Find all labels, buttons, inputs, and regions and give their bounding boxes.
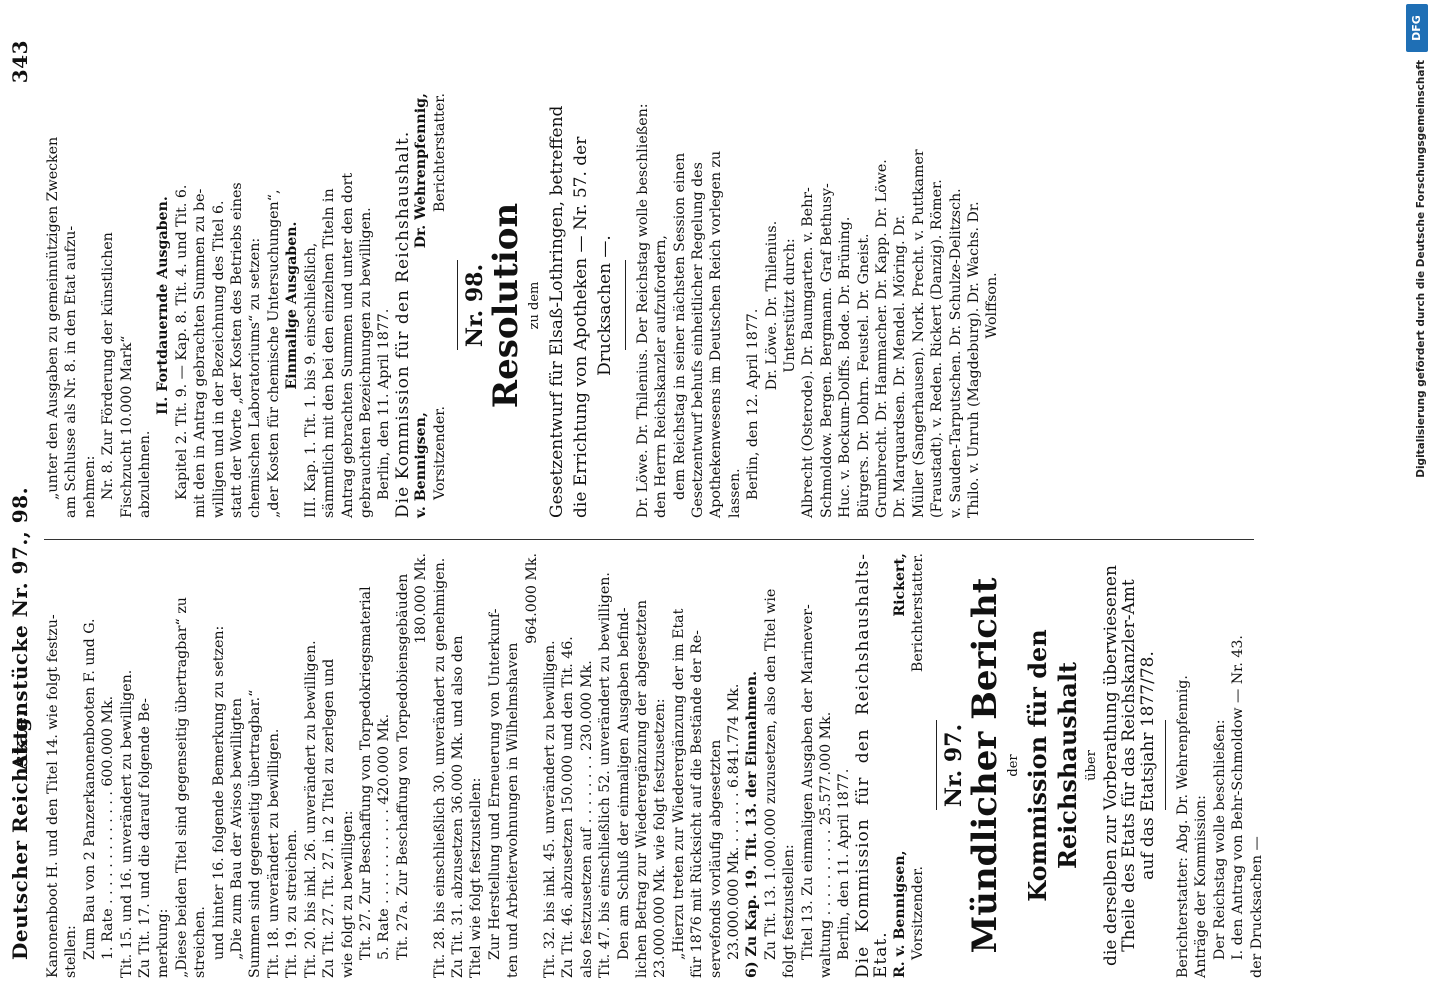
document-number: Nr. 98. bbox=[461, 263, 488, 348]
text-line: Tit. 32. bis inkl. 45. unverändert zu bewilligen. bbox=[541, 640, 558, 978]
section-divider bbox=[1165, 721, 1166, 811]
text-line: streichen. bbox=[192, 906, 209, 978]
text-line: „der Kosten für chemische Untersuchungen“, bbox=[265, 189, 282, 518]
text-line: Tit. 27. Zur Beschaffung von Torpedokriegsmaterial bbox=[357, 586, 374, 960]
commission-heading: Die Kommission für den Reichshaushalts-Etat. bbox=[852, 553, 892, 978]
text-line: Müller (Sangerhausen). Nork. Precht. v. Puttkamer bbox=[910, 149, 927, 518]
text-line: Titel wie folgt festzustellen: bbox=[468, 777, 485, 978]
text-line: Tit. 47. bis einschließlich 52. unverändert zu bewilligen. bbox=[597, 572, 614, 978]
text-line: zu dem bbox=[527, 281, 543, 330]
text-line: servefonds vorläufig abgesetzten bbox=[707, 739, 724, 978]
text-line: Berlin, den 11. April 1877. bbox=[836, 768, 853, 960]
text-line: Grumbrecht. Dr. Hammacher. Dr. Kapp. Dr. Löwe. bbox=[874, 159, 891, 518]
text-line: (Fraustadt). v. Reden. Rickert (Danzig). Römer. bbox=[929, 179, 946, 518]
document-number: Nr. 97. bbox=[940, 723, 967, 808]
left-column bbox=[44, 553, 1266, 978]
signature-role: Vorsitzender. bbox=[431, 405, 448, 500]
text-line: 23.000.000 Mk. . . . . . . 6.841.774 Mk. bbox=[726, 683, 743, 960]
text-line: Gesetzentwurf für Elsaß-Lothringen, betreffend bbox=[546, 105, 567, 518]
signature-block bbox=[412, 93, 449, 518]
text-line: der Drucksachen — bbox=[1248, 836, 1265, 978]
text-line: Drucksachen —. bbox=[594, 235, 615, 376]
column-divider bbox=[44, 539, 1254, 540]
text-line: Nr. 8. Zur Förderung der künstlichen bbox=[100, 232, 117, 500]
text-line: Dr. Löwe. Dr. Thilenius. bbox=[763, 220, 780, 391]
text-line: auf das Etatsjahr 1877/78. bbox=[1137, 651, 1158, 880]
text-line: also festzusetzen auf . . . . . . . . 230.000 Mk. bbox=[578, 660, 595, 978]
text-line: sämmtlich mit den bei den einzelnen Titeln in bbox=[321, 188, 338, 518]
text-line: lichen Betrag zur Wiederergänzung der abgesetzten bbox=[634, 599, 650, 978]
text-line: Tit. 15. und 16. unverändert zu bewilligen. bbox=[118, 669, 135, 978]
text-line: den Herrn Reichskanzler aufzufordern, bbox=[653, 235, 670, 518]
signature-role: Vorsitzender. bbox=[910, 865, 927, 960]
text-line: Zum Bau von 2 Panzerkanonenbooten F. und G. bbox=[81, 618, 98, 960]
section-divider bbox=[625, 261, 626, 351]
digitization-credit-text: Digitalisierung gefördert durch die Deutsche Forschungsgemeinschaft bbox=[1415, 60, 1427, 478]
document-title: Resolution bbox=[486, 202, 527, 409]
signature-role: Berichterstatter. bbox=[910, 553, 927, 673]
text-line: „Diese beiden Titel sind gegenseitig übertragbar“ zu bbox=[173, 597, 190, 978]
text-line: stellen: bbox=[63, 925, 80, 978]
text-line: „Hierzu treten zur Wiederergänzung der im Etat bbox=[670, 608, 687, 960]
text-line: Der Reichstag wolle beschließen: bbox=[1211, 719, 1228, 960]
text-line: Dr. Löwe. Dr. Thilenius. Der Reichstag wolle beschließen: bbox=[634, 103, 651, 518]
section-divider bbox=[936, 721, 937, 811]
text-line: dem Reichstag in seiner nächsten Session einen bbox=[671, 152, 688, 500]
signature-name: Rickert, bbox=[891, 553, 908, 617]
text-line: Fischzucht 10.000 Mark“ bbox=[118, 335, 135, 518]
header-center: Aktenstücke Nr. 97., 98. bbox=[8, 486, 32, 770]
text-line: Zur Herstellung und Erneuerung von Unterkunf- bbox=[486, 608, 503, 960]
text-line: Kanonenboot H. und den Titel 14. wie folgt festzu- bbox=[45, 614, 61, 978]
text-line: Tit. 28. bis einschließlich 30. unverändert zu genehmigen. bbox=[431, 557, 448, 978]
text-line: 964.000 Mk. bbox=[523, 553, 540, 644]
text-line: am Schlusse als Nr. 8. in den Etat aufzu- bbox=[63, 225, 80, 518]
text-line: Summen sind gegenseitig übertragbar.“ bbox=[247, 689, 264, 978]
text-line: Tit. 19. zu streichen. bbox=[284, 829, 301, 978]
text-line: die derselben zur Vorberathung überwiesenen bbox=[1100, 565, 1121, 966]
text-line: Zu Tit. 27. Tit. 27. in 2 Titel zu zerlegen und bbox=[321, 658, 338, 978]
text-line: mit den in Antrag gebrachten Summen zu be- bbox=[192, 188, 209, 518]
text-line: Dr. Marquardsen. Dr. Mendel. Möring. Dr. bbox=[892, 214, 909, 518]
document-subtitle: Kommission für den Reichshaushalt bbox=[1023, 629, 1083, 902]
text-line: willigen und in der Bezeichnung des Titel 6. bbox=[210, 200, 227, 518]
text-line: chemischen Laboratoriums“ zu setzen: bbox=[247, 237, 264, 518]
text-line: über bbox=[1084, 750, 1100, 781]
text-line: v. Sauden-Tarputschen. Dr. Schulze-Delitzsch. bbox=[947, 188, 964, 518]
text-line: lassen. bbox=[726, 468, 743, 518]
text-line: „unter den Ausgaben zu gemeinnützigen Zwecken bbox=[45, 136, 61, 500]
text-line: statt der Worte „der Kosten des Betriebs eines bbox=[229, 182, 246, 518]
text-line: Unterstützt durch: bbox=[782, 238, 798, 373]
commission-heading: Die Kommission für den Reichshaushalt. bbox=[392, 130, 413, 518]
page-header bbox=[8, 40, 38, 960]
text-line: die Errichtung von Apotheken — Nr. 57. der bbox=[570, 136, 591, 518]
text-line: und hinter 16. folgende Bemerkung zu setzen: bbox=[210, 625, 227, 960]
text-line: Tit. 27a. Zur Beschaffung von Torpedobiensgebäuden bbox=[394, 573, 411, 960]
text-line: Zu Tit. 46. abzusetzen 150.000 und den Tit. 46. bbox=[560, 636, 577, 978]
section-heading: II. Fortdauernde Ausgaben. bbox=[155, 196, 172, 415]
signature-role: Berichterstatter. bbox=[431, 93, 448, 213]
section-heading: Einmalige Ausgaben. bbox=[284, 221, 301, 390]
text-line: Huc. v. Bockum-Dolffs. Bode. Dr. Brüning. bbox=[837, 216, 854, 518]
text-line: merkung: bbox=[155, 908, 172, 978]
document-title: Mündlicher Bericht bbox=[964, 577, 1005, 954]
text-line: Berlin, den 12. April 1877. bbox=[745, 308, 762, 500]
text-line: 180.000 Mk. bbox=[413, 553, 430, 644]
digitization-credit bbox=[1400, 0, 1430, 1000]
signature-name: R. v. Bennigsen, bbox=[891, 850, 908, 978]
text-line: Tit. 20. bis inkl. 26. unverändert zu bewilligen. bbox=[302, 640, 319, 978]
text-line: 6) Zu Kap. 19. Tit. 13. der Einnahmen. bbox=[744, 670, 761, 978]
text-line: wie folgt zu bewilligen: bbox=[339, 810, 356, 978]
text-line: Albrecht (Osterode). Dr. Baumgarten. v. Behr- bbox=[800, 187, 817, 518]
text-line: Berlin, den 11. April 1877. bbox=[376, 308, 393, 500]
text-line: Gesetzentwurf behufs einheitlicher Regelung des bbox=[689, 162, 706, 518]
signature-name: Dr. Wehrenpfennig, bbox=[413, 93, 430, 249]
text-line: Tit. 18. unverändert zu bewilligen. bbox=[265, 728, 282, 978]
text-line: Apothekenwesens im Deutschen Reich vorlegen zu bbox=[708, 150, 725, 518]
text-line: Antrag gebrachten Summen und unter den dort bbox=[339, 172, 356, 518]
text-line: 1. Rate . . . . . . . . . . . . . 600.000 Mk. bbox=[100, 695, 117, 960]
text-line: III. Kap. 1. Tit. 1. bis 9. einschließlich, bbox=[302, 242, 319, 518]
text-line: nehmen: bbox=[81, 455, 98, 518]
text-line: der bbox=[1005, 754, 1021, 777]
text-line: I. den Antrag von Behr-Schmoldow — Nr. 43. bbox=[1230, 635, 1247, 960]
text-line: ten und Arbeiterwohnungen in Wilhelmshaven bbox=[505, 642, 522, 978]
text-line: Titel 13. Zu einmaligen Ausgaben der Marinever- bbox=[799, 604, 816, 960]
text-line: Schmoldow. Bergen. Bergmann. Graf Bethusy- bbox=[818, 183, 835, 518]
dfg-logo: DFG bbox=[1406, 4, 1428, 52]
right-column bbox=[44, 93, 1002, 518]
text-line: Kapitel 2. Tit. 9. — Kap. 8. Tit. 4. und Tit. 6. bbox=[173, 184, 190, 500]
text-line: Berichterstatter: Abg. Dr. Wehrenpfennig. bbox=[1174, 675, 1191, 978]
text-line: waltung . . . . . . . . . . 25.577.000 Mk. bbox=[818, 711, 835, 978]
text-line: Bürgers. Dr. Dohrn. Feustel. Dr. Gneist. bbox=[855, 233, 872, 518]
text-line: Anträge der Kommission: bbox=[1193, 795, 1210, 978]
section-divider bbox=[457, 261, 458, 351]
text-line: für 1876 mit Rücksicht auf die Bestände der Re- bbox=[689, 630, 706, 978]
text-line: abzulehnen. bbox=[137, 430, 154, 518]
text-line: folgt festzustellen: bbox=[781, 844, 798, 978]
text-line: Theile des Etats für das Reichskanzler-Amt bbox=[1119, 579, 1140, 952]
text-line: Den am Schluß der einmaligen Ausgaben befind- bbox=[615, 607, 632, 960]
text-line: Zu Tit. 17. und die darauf folgende Be- bbox=[137, 698, 154, 978]
text-line: Zu Tit. 31. abzusetzen 36.000 Mk. und also den bbox=[449, 635, 466, 978]
text-line: Thilo. v. Unruh (Magdeburg). Dr. Wachs. Dr. bbox=[966, 201, 983, 518]
text-line: Zu Tit. 13. 1.000.000 zuzusetzen, also den Titel wie bbox=[762, 588, 779, 960]
text-line: „Die zum Bau der Avisos bewilligten bbox=[229, 698, 246, 960]
signature-block bbox=[891, 553, 928, 978]
text-line: Wolffson. bbox=[984, 272, 1001, 339]
page-number: 343 bbox=[8, 40, 32, 84]
text-line: 5. Rate . . . . . . . . . . . 420.000 Mk. bbox=[376, 713, 393, 960]
signature-name: v. Bennigsen, bbox=[413, 412, 430, 518]
text-line: 23.000.000 Mk. wie folgt festzusetzen: bbox=[652, 698, 669, 978]
digitization-credit-rotated bbox=[1400, 0, 1430, 1000]
header-left: Deutscher Reichstag. bbox=[8, 709, 32, 960]
text-line: gebrauchten Bezeichnungen zu bewilligen. bbox=[357, 207, 374, 518]
